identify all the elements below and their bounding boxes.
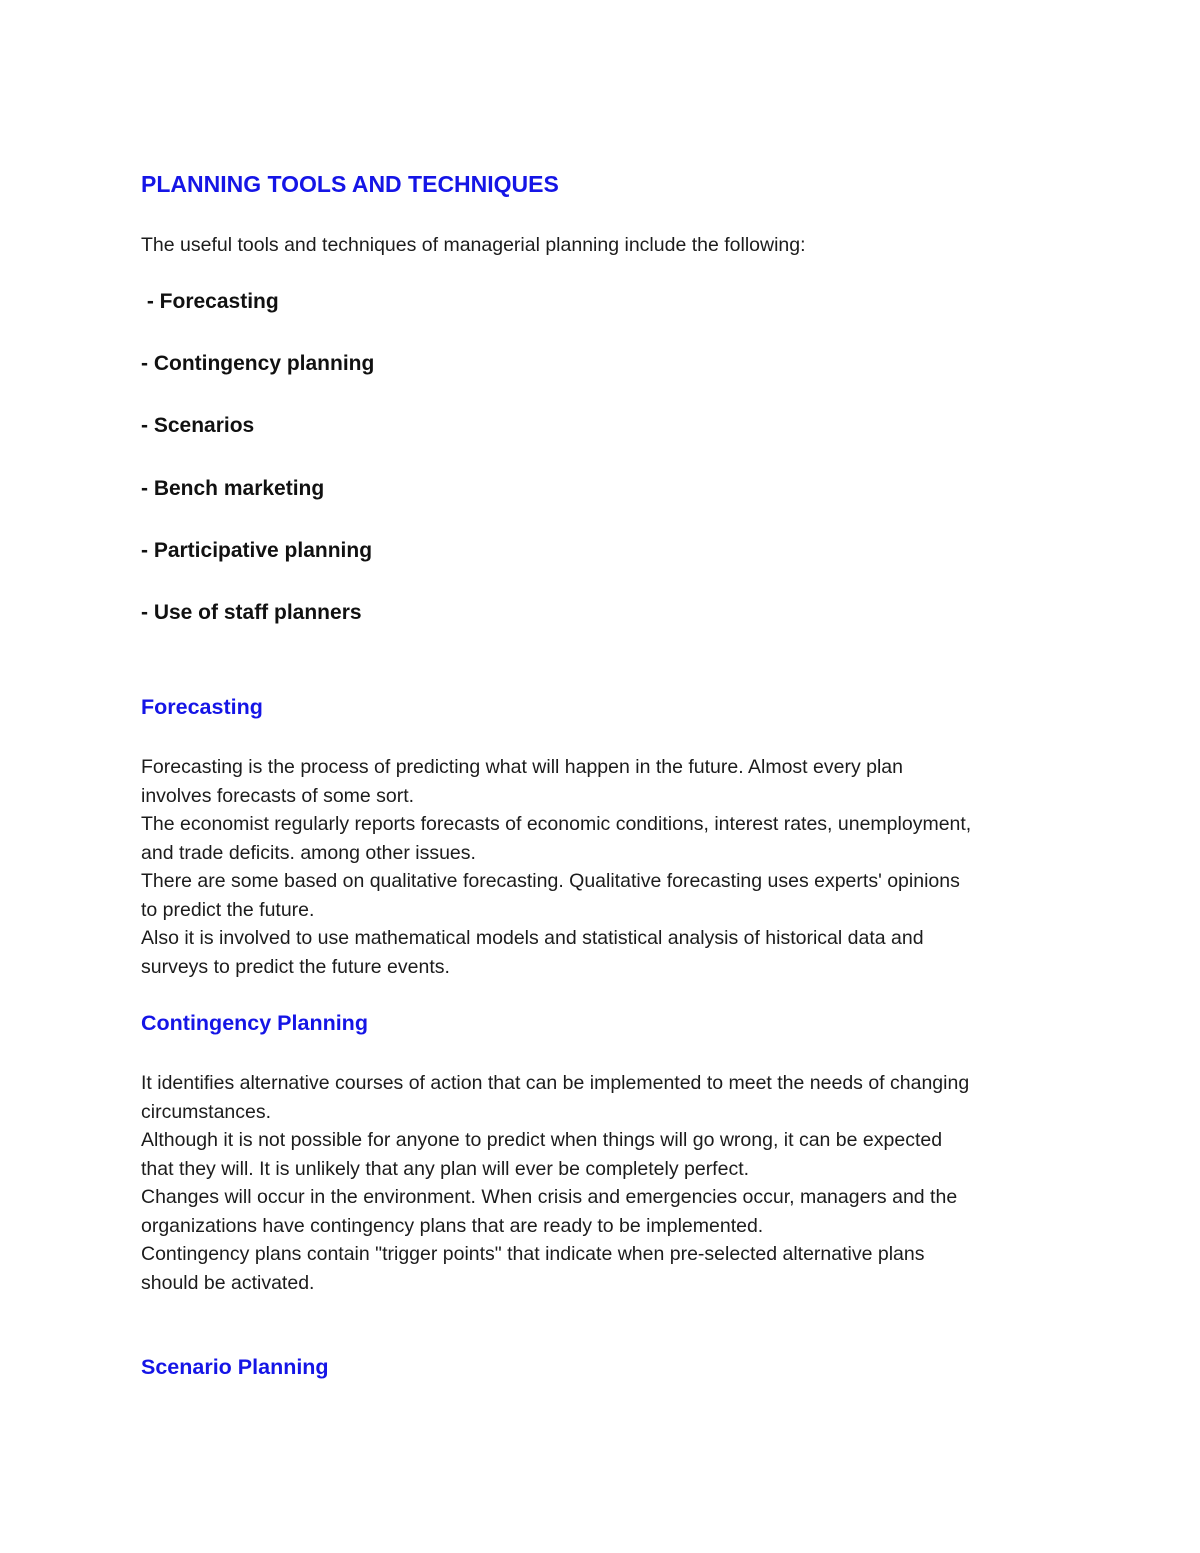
section-heading-scenario-planning: Scenario Planning <box>141 1355 329 1379</box>
paragraph-line: circumstances. <box>141 1100 272 1123</box>
paragraph-line: and trade deficits. among other issues. <box>141 841 476 864</box>
paragraph-line: Changes will occur in the environment. When crisis and emergencies occur, managers and the <box>141 1186 958 1208</box>
intro-text: The useful tools and techniques of managerial planning include the following: <box>141 234 806 256</box>
paragraph-line: The economist regularly reports forecasts of economic conditions, interest rates, unemployment, <box>141 813 972 835</box>
list-item: - Participative planning <box>141 539 373 562</box>
document-title: PLANNING TOOLS AND TECHNIQUES <box>141 171 559 197</box>
paragraph-line: Forecasting is the process of predicting what will happen in the future. Almost every plan <box>141 756 903 778</box>
paragraph-line: involves forecasts of some sort. <box>141 784 415 807</box>
paragraph-line: Also it is involved to use mathematical models and statistical analysis of historical data and <box>141 927 924 949</box>
paragraph-line: that they will. It is unlikely that any plan will ever be completely perfect. <box>141 1157 750 1180</box>
section-body-contingency-planning <box>141 1069 1081 1297</box>
paragraph-line: to predict the future. <box>141 898 315 921</box>
list-item: - Scenarios <box>141 414 255 437</box>
list-item: - Bench marketing <box>141 477 325 500</box>
section-body-forecasting <box>141 753 1081 981</box>
section-heading-forecasting: Forecasting <box>141 695 263 719</box>
paragraph-line: should be activated. <box>141 1271 315 1294</box>
paragraph-line: It identifies alternative courses of action that can be implemented to meet the needs of changing <box>141 1072 970 1094</box>
paragraph-line: Contingency plans contain "trigger points" that indicate when pre-selected alternative plans <box>141 1243 925 1265</box>
paragraph-line: surveys to predict the future events. <box>141 955 450 978</box>
paragraph-line: There are some based on qualitative forecasting. Qualitative forecasting uses experts' opinions <box>141 870 960 892</box>
section-heading-contingency-planning: Contingency Planning <box>141 1011 368 1035</box>
list-item: - Contingency planning <box>141 352 375 375</box>
list-item: - Forecasting <box>141 290 279 313</box>
paragraph-line: organizations have contingency plans that are ready to be implemented. <box>141 1214 764 1237</box>
paragraph-line: Although it is not possible for anyone to predict when things will go wrong, it can be expected <box>141 1129 943 1151</box>
list-item: - Use of staff planners <box>141 601 362 624</box>
